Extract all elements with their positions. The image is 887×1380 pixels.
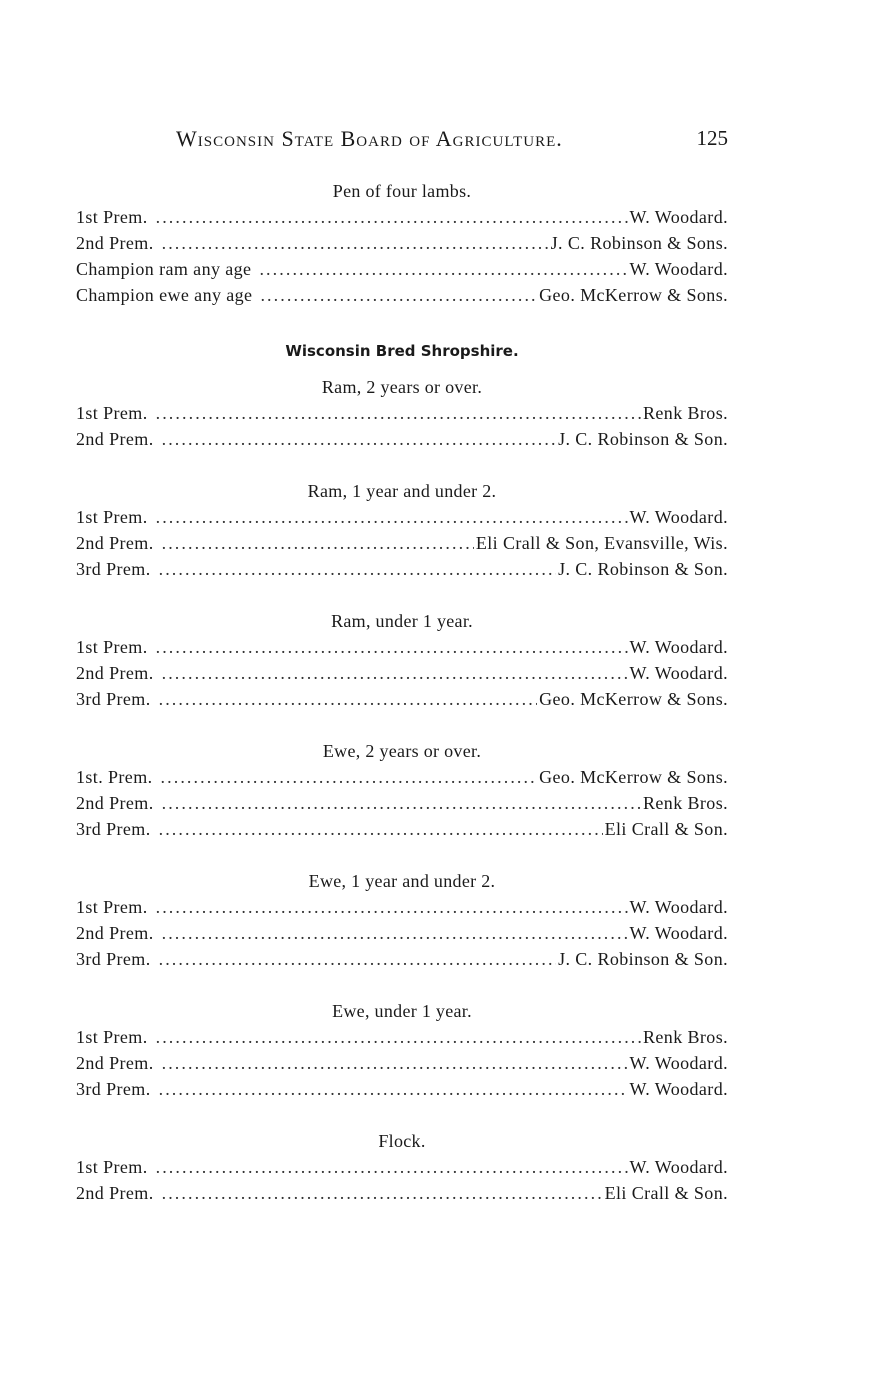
award-entry [76, 530, 728, 556]
award-entry [76, 400, 728, 426]
dot-leader [162, 920, 628, 946]
award-entry [76, 1180, 728, 1206]
dot-leader [162, 1050, 628, 1076]
page-number: 125 [696, 126, 728, 150]
award-winner: W. Woodard. [629, 507, 728, 527]
award-entry [76, 1076, 728, 1102]
class-ewe-1-year [76, 868, 728, 972]
award-entry [76, 764, 728, 790]
award-entry [76, 1154, 728, 1180]
award-entry [76, 204, 728, 230]
class-heading: Ram, 2 years or over. [321, 377, 483, 397]
award-label: 1st. Prem. [76, 767, 153, 787]
award-winner: Eli Crall & Son. [604, 819, 728, 839]
award-label: 2nd Prem. [76, 533, 154, 553]
award-entry [76, 894, 728, 920]
dot-leader [159, 686, 538, 712]
award-entry [76, 230, 728, 256]
award-label: 1st Prem. [76, 207, 148, 227]
dot-leader [159, 816, 603, 842]
running-title: Wisconsin State Board of Agriculture. [176, 126, 563, 151]
dot-leader [156, 1154, 628, 1180]
award-entry [76, 634, 728, 660]
class-heading: Ram, 1 year and under 2. [307, 481, 497, 501]
award-label: 2nd Prem. [76, 233, 154, 253]
award-winner: W. Woodard. [629, 1053, 728, 1073]
award-label: 3rd Prem. [76, 559, 151, 579]
class-heading: Flock. [378, 1131, 426, 1151]
class-flock [76, 1128, 728, 1206]
award-entry [76, 686, 728, 712]
class-heading: Ram, under 1 year. [331, 611, 473, 631]
award-winner: Eli Crall & Son, Evansville, Wis. [475, 533, 728, 553]
class-ram-2-years [76, 374, 728, 452]
award-entry [76, 1024, 728, 1050]
award-entry [76, 282, 728, 308]
award-label: 3rd Prem. [76, 819, 151, 839]
award-winner: J. C. Robinson & Son. [558, 559, 728, 579]
dot-leader [161, 764, 538, 790]
dot-leader [162, 790, 641, 816]
award-label: 2nd Prem. [76, 1183, 154, 1203]
award-winner: Geo. McKerrow & Sons. [539, 767, 728, 787]
award-winner: Geo. McKerrow & Sons. [539, 689, 728, 709]
class-ram-1-year [76, 478, 728, 582]
dot-leader [259, 256, 627, 282]
dot-leader [159, 556, 556, 582]
award-label: 3rd Prem. [76, 949, 151, 969]
award-entry [76, 1050, 728, 1076]
section-heading: Pen of four lambs. [332, 181, 472, 201]
running-head [76, 126, 728, 156]
award-winner: W. Woodard. [629, 637, 728, 657]
award-label: 1st Prem. [76, 637, 148, 657]
award-label: 2nd Prem. [76, 663, 154, 683]
dot-leader [159, 1076, 628, 1102]
award-label: Champion ewe any age [76, 285, 253, 305]
dot-leader [156, 894, 628, 920]
award-entry [76, 790, 728, 816]
award-entry [76, 556, 728, 582]
dot-leader [156, 1024, 641, 1050]
award-winner: W. Woodard. [629, 207, 728, 227]
award-entry [76, 946, 728, 972]
award-entry [76, 816, 728, 842]
award-winner: W. Woodard. [629, 1157, 728, 1177]
dot-leader [156, 634, 628, 660]
dot-leader [162, 1180, 603, 1206]
award-entry [76, 920, 728, 946]
award-label: 2nd Prem. [76, 1053, 154, 1073]
award-winner: W. Woodard. [629, 663, 728, 683]
award-winner: W. Woodard. [629, 1079, 728, 1099]
award-label: 3rd Prem. [76, 1079, 151, 1099]
dot-leader [162, 426, 556, 452]
award-label: 2nd Prem. [76, 793, 154, 813]
award-winner: J. C. Robinson & Son. [558, 429, 728, 449]
award-label: 1st Prem. [76, 403, 148, 423]
award-winner: J. C. Robinson & Sons. [550, 233, 728, 253]
class-heading: Ewe, 2 years or over. [322, 741, 482, 761]
award-entry [76, 660, 728, 686]
dot-leader [162, 660, 628, 686]
dot-leader [260, 282, 537, 308]
award-winner: J. C. Robinson & Son. [558, 949, 728, 969]
award-label: 1st Prem. [76, 1027, 148, 1047]
page-content [76, 178, 728, 1206]
award-label: 2nd Prem. [76, 923, 154, 943]
dot-leader [156, 204, 628, 230]
award-winner: Renk Bros. [643, 793, 728, 813]
award-winner: W. Woodard. [629, 259, 728, 279]
award-entry [76, 426, 728, 452]
class-ram-under-1-year [76, 608, 728, 712]
award-entry [76, 256, 728, 282]
dot-leader [156, 504, 628, 530]
class-heading: Ewe, 1 year and under 2. [308, 871, 496, 891]
award-entry [76, 504, 728, 530]
award-winner: Eli Crall & Son. [604, 1183, 728, 1203]
award-label: Champion ram any age [76, 259, 252, 279]
dot-leader [159, 946, 556, 972]
dot-leader [156, 400, 641, 426]
class-ewe-under-1-year [76, 998, 728, 1102]
class-heading: Ewe, under 1 year. [332, 1001, 472, 1021]
award-label: 1st Prem. [76, 1157, 148, 1177]
bold-section-heading: Wisconsin Bred Shropshire. [285, 342, 519, 360]
award-winner: W. Woodard. [629, 897, 728, 917]
award-winner: Geo. McKerrow & Sons. [539, 285, 728, 305]
award-winner: W. Woodard. [629, 923, 728, 943]
award-winner: Renk Bros. [643, 403, 728, 423]
dot-leader [162, 530, 474, 556]
award-label: 3rd Prem. [76, 689, 151, 709]
award-label: 2nd Prem. [76, 429, 154, 449]
award-label: 1st Prem. [76, 507, 148, 527]
dot-leader [162, 230, 549, 256]
class-ewe-2-years [76, 738, 728, 842]
section-pen-of-four-lambs [76, 178, 728, 308]
award-winner: Renk Bros. [643, 1027, 728, 1047]
award-label: 1st Prem. [76, 897, 148, 917]
